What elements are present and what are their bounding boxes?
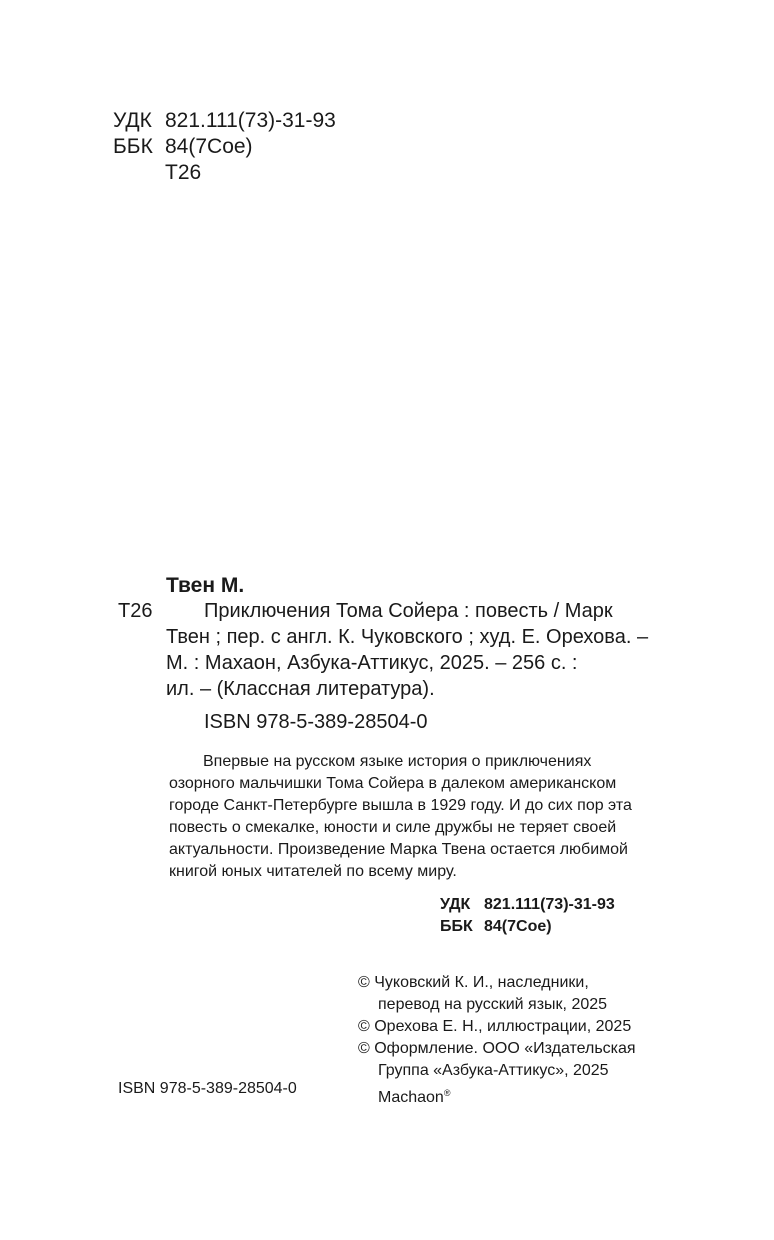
bbk-row	[113, 134, 336, 160]
bottom-isbn: ISBN 978-5-389-28504-0	[118, 1080, 297, 1097]
copyright-line: Группа «Азбука-Аттикус», 2025	[378, 1062, 609, 1079]
bottom-udk-row	[440, 894, 615, 916]
bottom-udk-label: УДК	[440, 896, 471, 913]
copyright-block	[358, 972, 636, 1109]
copyright-machaon-line	[358, 1082, 636, 1109]
registered-trademark-icon: ®	[443, 1088, 451, 1098]
copyright-line: перевод на русский язык, 2025	[378, 996, 608, 1013]
annotation-line: повесть о смекалке, юности и силе дружбы не теряет своей	[169, 819, 617, 836]
bottom-bbk-label: ББК	[440, 918, 473, 935]
udk-row	[113, 108, 336, 134]
description-line: ил. – (Классная литература).	[166, 678, 435, 700]
copyright-line: © Чуковский К. И., наследники,	[358, 974, 589, 991]
udk-label: УДК	[113, 109, 152, 132]
annotation-line: озорного мальчишки Тома Сойера в далеком американском	[169, 775, 617, 792]
description-line: М. : Махаон, Азбука-Аттикус, 2025. – 256 с. :	[166, 652, 578, 674]
annotation	[169, 751, 632, 883]
copyright-line: © Оформление. ООО «Издательская	[358, 1040, 636, 1057]
description-line: Твен ; пер. с англ. К. Чуковского ; худ. Е. Орехова. –	[166, 626, 649, 648]
top-classification-codes	[113, 108, 336, 186]
bbk-value: 84(7Сое)	[165, 135, 253, 158]
card-author-mark: Т26	[118, 600, 153, 622]
bibliographic-description	[166, 598, 649, 702]
annotation-line: книгой юных читателей по всему миру.	[169, 863, 457, 880]
card-isbn: ISBN 978-5-389-28504-0	[204, 711, 428, 733]
bottom-bbk-value: 84(7Сое)	[484, 918, 552, 935]
top-author-mark: Т26	[165, 161, 202, 184]
annotation-line: городе Санкт-Петербурге вышла в 1929 году. И до сих пор эта	[169, 797, 632, 814]
machaon-text: Machaon	[378, 1089, 444, 1106]
bottom-classification-codes	[440, 894, 615, 938]
udk-value: 821.111(73)-31-93	[165, 109, 336, 132]
description-line: Приключения Тома Сойера : повесть / Марк	[204, 600, 613, 622]
bottom-udk-value: 821.111(73)-31-93	[484, 896, 615, 913]
annotation-line: актуальности. Произведение Марка Твена остается любимой	[169, 841, 628, 858]
author-mark-row	[113, 160, 336, 186]
author-name: Твен М.	[166, 574, 245, 597]
annotation-line: Впервые на русском языке история о приключениях	[203, 753, 592, 770]
bbk-label: ББК	[113, 135, 153, 158]
copyright-line: © Орехова Е. Н., иллюстрации, 2025	[358, 1018, 632, 1035]
bottom-bbk-row	[440, 916, 615, 938]
